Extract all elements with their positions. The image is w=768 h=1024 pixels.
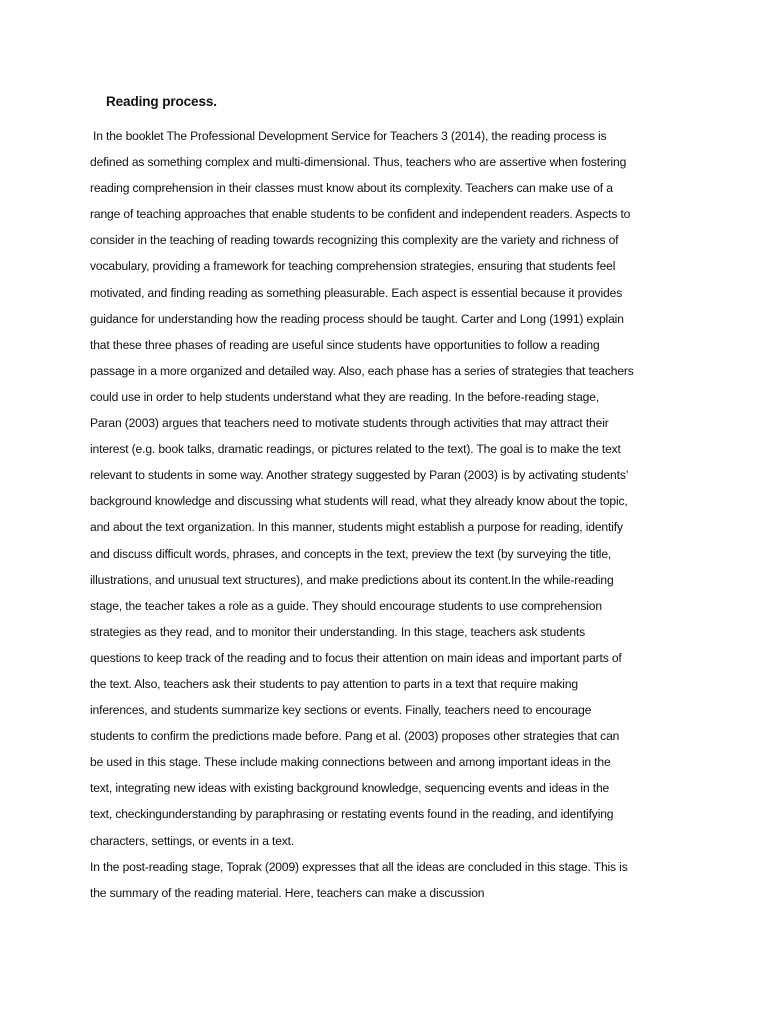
body-text-line: Paran (2003) argues that teachers need to motivate students through activities that may attract their <box>90 416 609 431</box>
body-text-line: illustrations, and unusual text structures), and make predictions about its content.In the while-reading <box>90 572 614 587</box>
body-text-line: be used in this stage. These include making connections between and among important ideas in the <box>90 755 611 770</box>
body-text <box>90 126 680 909</box>
body-text-line: defined as something complex and multi-dimensional. Thus, teachers who are assertive when fostering <box>90 155 627 170</box>
body-text-line: could use in order to help students understand what they are reading. In the before-reading stage, <box>90 389 600 404</box>
body-text-line: consider in the teaching of reading towards recognizing this complexity are the variety and richness of <box>90 233 619 248</box>
body-text-line: passage in a more organized and detailed way. Also, each phase has a series of strategies that teachers <box>90 363 634 378</box>
body-text-line: vocabulary, providing a framework for teaching comprehension strategies, ensuring that students feel <box>90 259 616 274</box>
body-text-line: In the post-reading stage, Toprak (2009) expresses that all the ideas are concluded in this stage. This is <box>90 859 628 874</box>
body-text-line: guidance for understanding how the reading process should be taught. Carter and Long (1991) explain <box>90 311 624 326</box>
body-text-line: questions to keep track of the reading and to focus their attention on main ideas and important parts of <box>90 650 622 665</box>
body-text-line: and discuss difficult words, phrases, and concepts in the text, preview the text (by surveying the title, <box>90 546 612 561</box>
body-text-line: interest (e.g. book talks, dramatic readings, or pictures related to the text). The goal is to make the text <box>90 442 621 457</box>
body-text-line: inferences, and students summarize key sections or events. Finally, teachers need to encourage <box>90 703 592 718</box>
body-text-line: strategies as they read, and to monitor their understanding. In this stage, teachers ask students <box>90 624 586 639</box>
body-text-line: the text. Also, teachers ask their students to pay attention to parts in a text that require making <box>90 676 578 691</box>
body-text-line: the summary of the reading material. Here, teachers can make a discussion <box>90 885 485 900</box>
body-text-line: reading comprehension in their classes must know about its complexity. Teachers can make use of a <box>90 181 613 196</box>
body-text-line: text, integrating new ideas with existing background knowledge, sequencing events and ideas in the <box>90 781 610 796</box>
section-heading: Reading process. <box>106 94 217 109</box>
body-text-line: characters, settings, or events in a text. <box>90 833 295 848</box>
body-text-line: In the booklet The Professional Development Service for Teachers 3 (2014), the reading process is <box>93 129 607 143</box>
body-text-line: relevant to students in some way. Another strategy suggested by Paran (2003) is by activating students’ <box>90 468 629 483</box>
body-text-line: that these three phases of reading are useful since students have opportunities to follow a reading <box>90 337 600 352</box>
body-text-line: motivated, and finding reading as something pleasurable. Each aspect is essential because it provides <box>90 285 623 300</box>
body-text-line: and about the text organization. In this manner, students might establish a purpose for reading, identify <box>90 520 623 535</box>
body-text-line: students to confirm the predictions made before. Pang et al. (2003) proposes other strategies that can <box>90 729 620 744</box>
body-text-line: stage, the teacher takes a role as a guide. They should encourage students to use comprehension <box>90 598 602 613</box>
body-text-line: background knowledge and discussing what students will read, what they already know about the topic, <box>90 494 628 509</box>
body-text-line: range of teaching approaches that enable students to be confident and independent readers. Aspects to <box>90 207 631 222</box>
body-text-line: text, checkingunderstanding by paraphrasing or restating events found in the reading, and identifying <box>90 807 614 822</box>
